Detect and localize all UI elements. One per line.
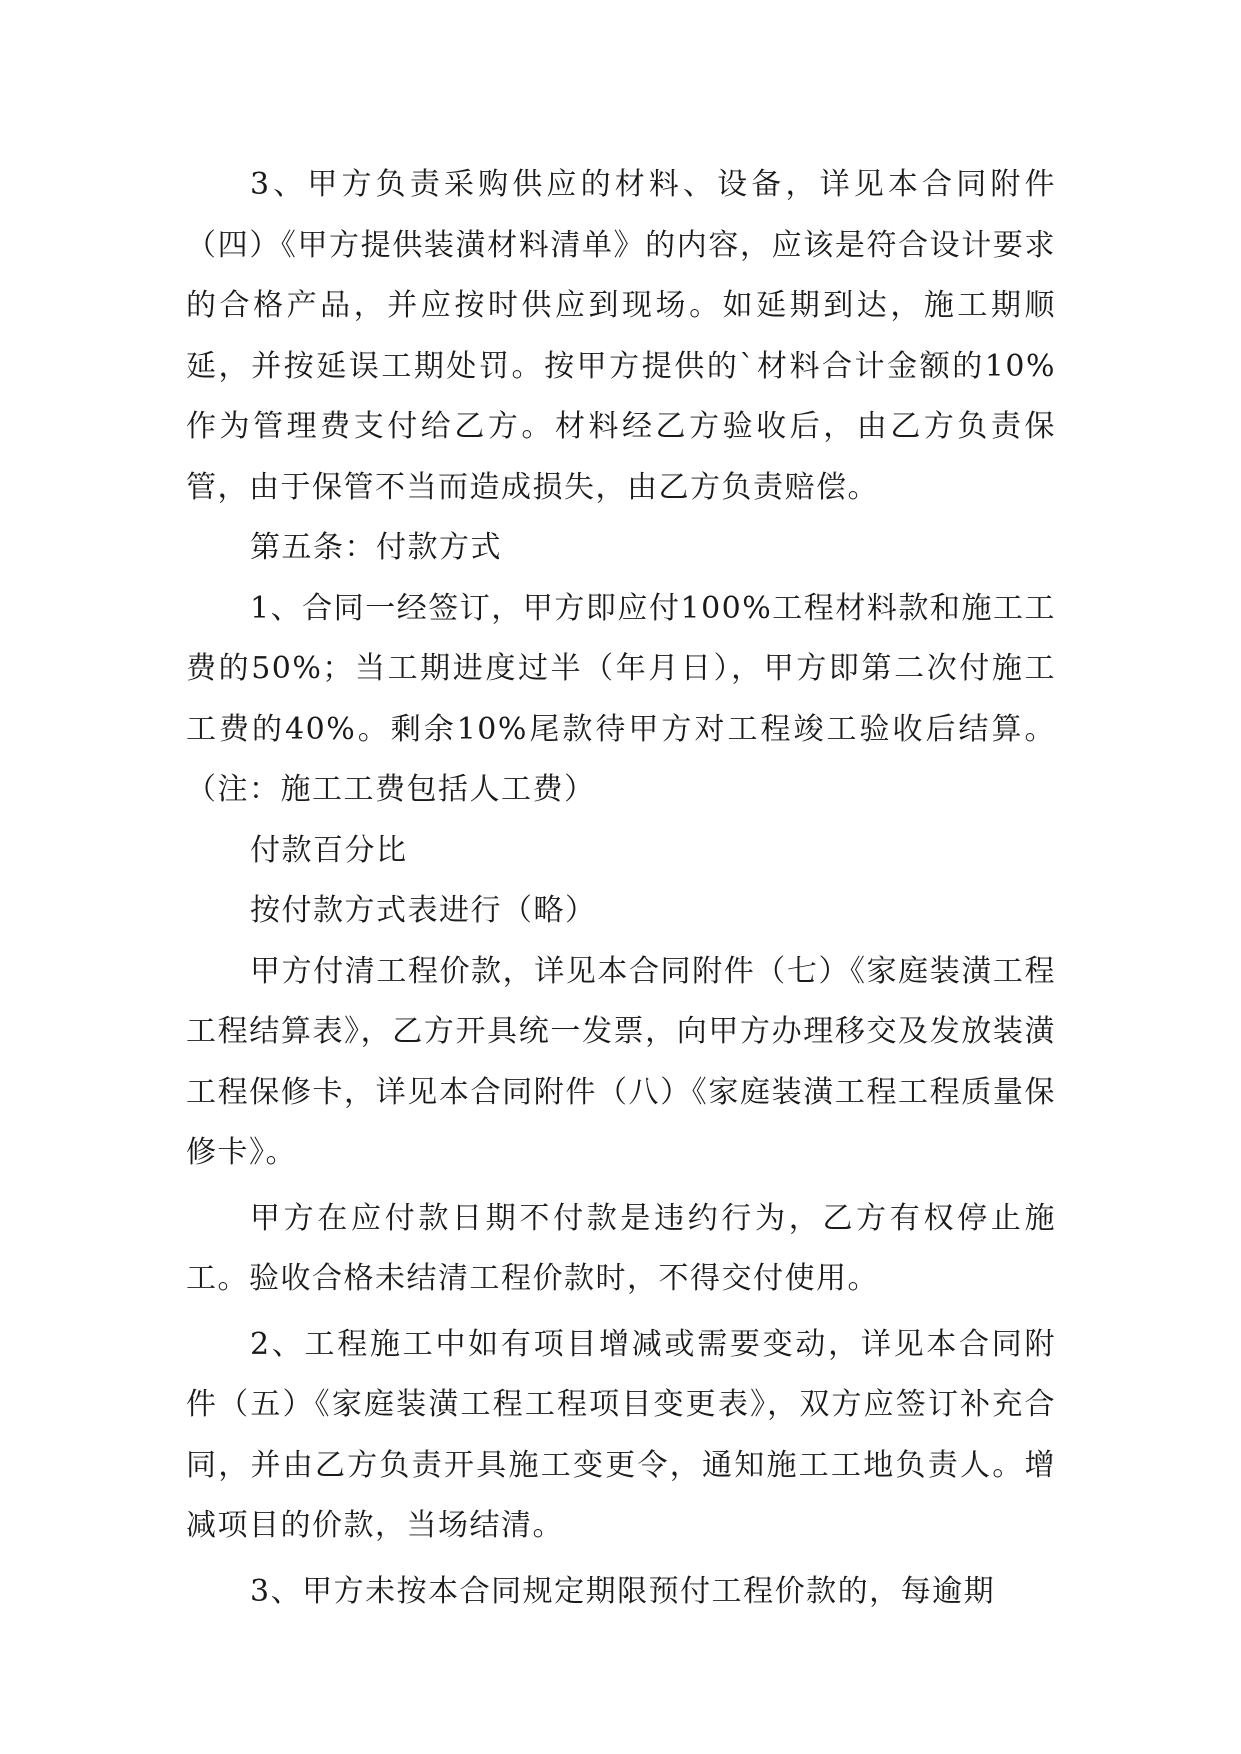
paragraph-default-payment: 甲方在应付款日期不付款是违约行为，乙方有权停止施工。验收合格未结清工程价款时，不得交付使用。	[186, 1200, 1056, 1296]
paragraph-material-supply: 3、甲方负责采购供应的材料、设备，详见本合同附件（四）《甲方提供装潢材料清单》的内容，应该是符合设计要求的合格产品，并应按时供应到现场。如延期到达，施工期顺延，并按延误工期处罚。按甲方提供的`材料合计金额的10%作为管理费支付给乙方。材料经乙方验收后，由乙方负责保管，由于保管不当而造成损失，由乙方负责赔偿。	[186, 167, 1056, 505]
paragraph-overdue-payment: 3、甲方未按本合同规定期限预付工程价款的，每逾期	[250, 1573, 996, 1609]
paragraph-payment-table-note: 按付款方式表进行（略）	[250, 893, 597, 928]
paragraph-payment-percentage: 付款百分比	[250, 832, 408, 868]
paragraph-settlement: 甲方付清工程价款，详见本合同附件（七）《家庭装潢工程工程结算表》，乙方开具统一发票，向甲方办理移交及发放装潢工程保修卡，详见本合同附件（八）《家庭装潢工程工程质量保修卡》。	[186, 953, 1056, 1170]
article-five-heading: 第五条：付款方式	[250, 530, 502, 565]
paragraph-payment-terms: 1、合同一经签订，甲方即应付100%工程材料款和施工工费的50%；当工期进度过半（年月日），甲方即第二次付施工工费的40%。剩余10%尾款待甲方对工程竣工验收后结算。（注：施工工费包括人工费）	[186, 590, 1056, 807]
document-page	[186, 155, 1056, 1622]
paragraph-project-changes: 2、工程施工中如有项目增减或需要变动，详见本合同附件（五）《家庭装潢工程工程项目变更表》，双方应签订补充合同，并由乙方负责开具施工变更令，通知施工工地负责人。增减项目的价款，当场结清。	[186, 1326, 1056, 1543]
